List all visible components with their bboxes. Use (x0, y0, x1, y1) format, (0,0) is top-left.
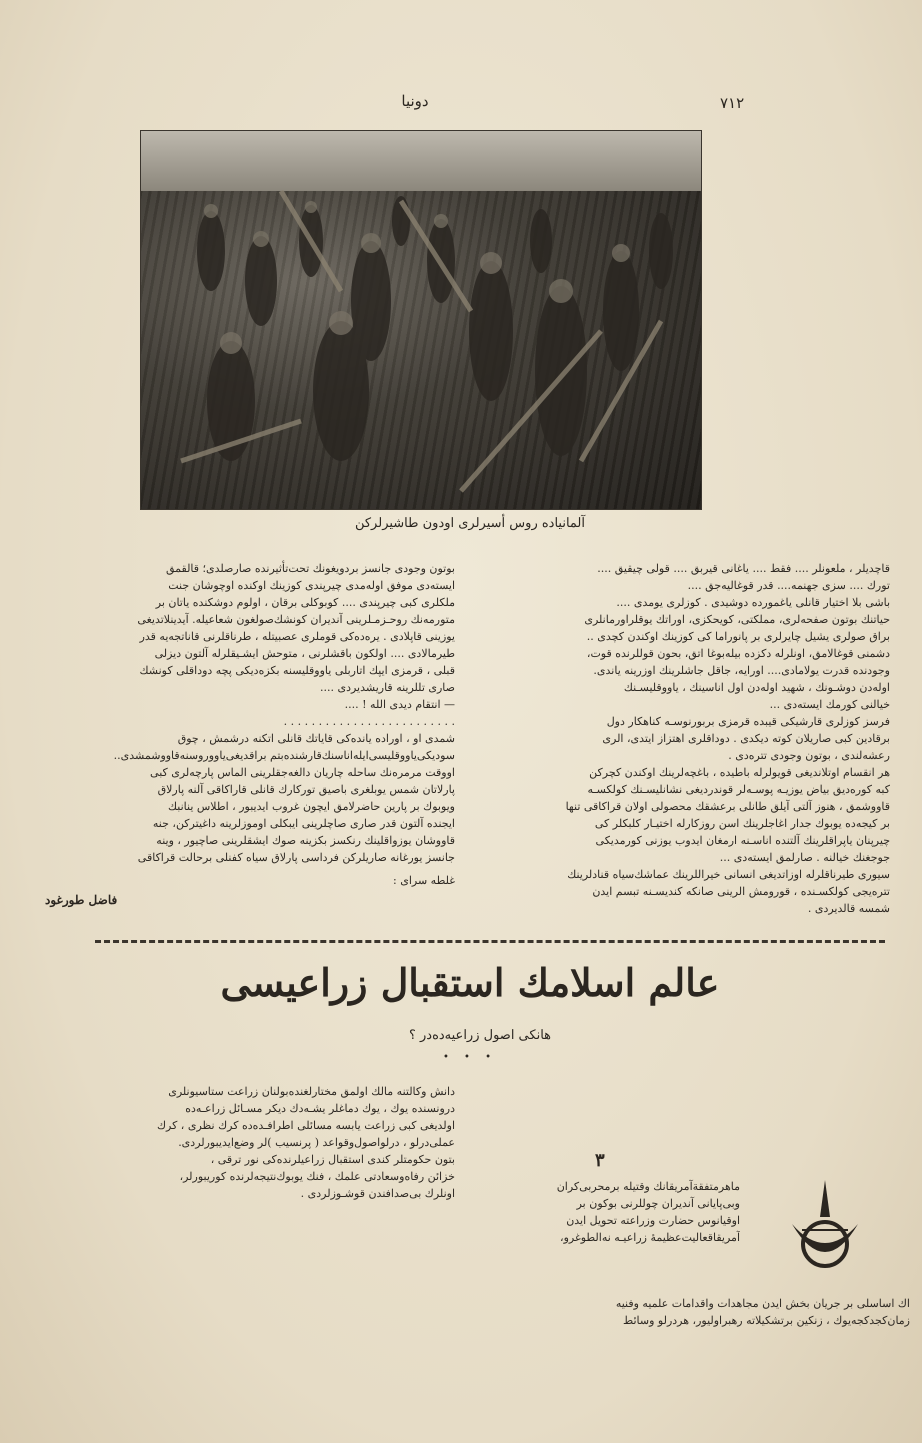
section-divider (95, 940, 885, 943)
paragraph-line: براق صولری یشیل چایرلری بر پانوراما کی کوزینك اوکندن کچدی .. (586, 630, 890, 643)
paragraph-line: بتون حکومتلر کندی استقبال زراعیلرنده‌کی نور ترقی ، (210, 1153, 455, 1166)
paragraph-line: بوتون وجودی جانسز بردویغونك تحت‌تأثیرنده صارصلدی؛ قالقمق (165, 562, 455, 575)
paragraph-line: شمسه قالدیردی . (807, 902, 890, 915)
paragraph-line: چیرپنان یاپراقلرینك آلتنده اناسـنه ارمغان ایدوب یوزنی کورمدیکی (595, 834, 890, 847)
paragraph-line: بر کیجه‌ده یوبوك جدار اغاجلرینك اسن روزکارله اختیـار کلبکلر کی (594, 817, 890, 830)
magazine-title: دونیا (401, 92, 429, 110)
paragraph-line: وبی‌پایانی آندیران چوللرنی بوکون بر (576, 1197, 740, 1210)
paragraph-line: تتره‌یجی کولکسـنده ، قورومش الرینی صانکه کندیسـنه تبسم ایدن (592, 885, 890, 898)
paragraph-line: ماهرمتفقةآمریقانك وقتیله برمحربی‌کران (556, 1180, 740, 1193)
paragraph-line: جانسز یورغانه صاریلرکن فرداسی پارلاق سیاه کفنلی برحالت قراکاقی (137, 851, 455, 864)
paragraph-line: دانش وکالتنه مالك اولمق مختارلغنده‌بولنان زراعت ستاسیونلری (168, 1085, 455, 1098)
paragraph-line: باشی بلا اختیار قانلی یاغمورده دوشیدی . کوزلری یومدی .... (616, 596, 890, 609)
paragraph-line: قاووشمق ، هنوز آلتی آیلق طانلی برعشقك محصولی اولان قراکاقی تنها (565, 800, 890, 813)
paragraph-line: یوزینی قاپلادی . یره‌ده‌کی قوملری عصبیتله ، طرناقلرنی قاناتجه‌یه قدر (139, 630, 455, 643)
section-title: عالم اسلامك استقبال زراعیسی (220, 960, 720, 1005)
paragraph-line: اوله‌دن دوشـونك ، شهید اوله‌دن اول اناسینك ، یاووقلیسـنك (623, 681, 890, 694)
paragraph-line: اووقت مرمره‌نك ساحله چاریان دالغه‌جقلرینی الماس پارچه‌لری کبی (150, 766, 455, 779)
paragraph-line: سیوری طیرناقلرله اوزاتدیغی انسانی خیراللرینك عماشك‌سیاه قنادلرینك (567, 868, 890, 881)
paragraph-line: هر انقسام اوتلاندیغی قویولرله باطیده ، باغچه‌لرینك اوکندن کچرکن (589, 766, 890, 779)
paragraph-line: پارلاتان شمس یوبلغری باصیق تورکارك قانلی قاراکاقی آلنه پارلاق (157, 783, 455, 796)
paragraph-line: شمدی او ، اوراده یانده‌کی قایاتك قانلی اتکنه درشمش ، چوق (177, 732, 455, 745)
article-number: ۳ (595, 1150, 605, 1171)
paragraph-line: خیالنی کورمك ایسته‌دی ... (769, 698, 890, 711)
paragraph-line: اونلرك بی‌صدافندن قوشـوزلردی . (300, 1187, 455, 1200)
paragraph-line: کبه کوره‌دیق بیاض یوزیـه پوسـه‌لر قوندردیغی نشانلیسـنك کولکسـه (587, 783, 890, 796)
paragraph-line: فرسز کوزلری قارشیکی قیبده قرمزی بربورنوسـه کناهکار دول (606, 715, 890, 728)
paragraph-line: قاچدیلر ، ملعونلر .... فقط .... یاغانی قیربق .... قولی چیقیق .... (597, 562, 890, 575)
paragraph-line: تورك .... سزی جهنمه.... قدر قوغالیه‌جق .... (687, 579, 890, 592)
paragraph-line: عملی‌درلو ، درلواصول‌وقواعد ( پرنسیب )لر وضع‌ایدیبورلردی. (178, 1136, 455, 1149)
article-column-left (35, 560, 455, 865)
photo-prisoners-carrying-wood (140, 130, 702, 510)
paragraph-line: اك اساسلی بر جریان بخش ایدن مجاهدات واقدامات علمیه وفنیه (615, 1297, 910, 1310)
paragraph-line: طیرمالادی .... اولکون باقشلرنی ، متوحش ایشـیقلرله آلتون دیزلی (154, 647, 455, 660)
paragraph-line: سودیکی‌یاووقلیسی‌ایله‌اناسنك‌قارشنده‌بتم براقدیغی‌یاووروسنه‌قاووشمشدی.. (113, 749, 455, 762)
paragraph-line: وجودنده قدرت یولامادی.... اورایه، جاقل جاشلرینك اوزرینه یاندی. (593, 664, 890, 677)
paragraph-line: قبلی ، قرمزی ایپك اتاربلی یاووقلیسنه بکزه‌دیکی پچه دوداقلی کونشك (139, 664, 455, 677)
paragraph-line: برقادین کبی صاریلان کوته دیکدی . دوداقلری اهتزاز ایتدی، الری (602, 732, 890, 745)
paragraph-line: آمریقاقعالیت‌عظیمهٔ زراعیـه‌ نه‌الطوغرو، (560, 1231, 740, 1244)
lower-column-bottom (440, 1295, 910, 1345)
paragraph-line: حیاتنك بوتون صفحه‌لری، مملکتی، کویحکزی، اوراتك یوقلراورمانلری (584, 613, 890, 626)
paragraph-line: ویوبوك بر پارین حاضرلامق ایچون غروب ایدیبور ، اطلاس ینانبك (168, 800, 455, 813)
paragraph-line: ایجنده آلتون قدر صاری صاچلرینی ایبکلی اوموزلرینه داغیترکن، جنه (152, 817, 455, 830)
dotted-separator: . . . . . . . . . . . . . . . . . . . . . . . . . (283, 715, 455, 728)
paragraph-line: زمان‌کجدکجه‌یوك ، زنکین برتشکیلاته رهبراولیور، هردرلو وسائط (623, 1314, 910, 1327)
paragraph-line: قاووشان یوزواقلینك رنکسز بکزینه صوك ایشقلرینی صاچیور ، وینه (156, 834, 455, 847)
paragraph-line: خزائن رفاه‌وسعادتی علمك ، فنك یوبوك‌نتیجه‌لرنده کوریبورلر، (179, 1170, 455, 1183)
article-column-right (470, 560, 890, 920)
paragraph-line: رعشه‌لندی ، بوتون وجودی تتره‌دی . (728, 749, 890, 762)
lower-column-right (440, 1178, 740, 1288)
paragraph-line: اولدیغی کبی زراعت یابسه مسائلی اطرافـده‌ده کرك نظری ، کرك (156, 1119, 455, 1132)
ornament: • • • (442, 1052, 498, 1063)
page-number: ۷۱۲ (720, 94, 745, 112)
photo-caption: آلمانیاده روس أسیرلری اودون طاشیرلرکن (354, 516, 586, 531)
author-signature: فاضل طورغود (45, 893, 118, 907)
paragraph-line: دشمنی قوغالامق، اونلرله دکزده بیله‌بوغا اتق، بحون قوللرنده قوت، (586, 647, 890, 660)
location-dateline: غلطه سرای : (393, 874, 455, 887)
paragraph-line: درونسنده یوك ، یوك دماغلر یشـه‌دك دیکر مسـائل زراعـه‌ده (185, 1102, 455, 1115)
paragraph-line: ملکلری کبی چیرپندی .... کوبوکلی برقان ، اولوم دوشکنده یاتان بر (155, 596, 455, 609)
paragraph-line: اوقیانوس حضارت وزراعته تحویل ایدن (566, 1214, 740, 1227)
paragraph-line: متورمه‌نك روحـزمـلرینی آندیران کونشك‌صولغون شعاعیله. آیدینلاتدیغی (137, 613, 455, 626)
crescent-emblem-icon (780, 1172, 870, 1282)
section-subtitle: هانکی اصول زراعیه‌ده‌در ؟ (408, 1028, 552, 1043)
photo-figures (141, 131, 701, 509)
paragraph-line: جوجغنك خیالنه . صارلمق ایسته‌دی ... (719, 851, 890, 864)
paragraph-line: ایسته‌دی موفق اوله‌مدی چیرپندی کوزینك اوکنده اوچوشان جنت (168, 579, 455, 592)
lower-column-left (35, 1083, 455, 1283)
paragraph-line: صاری تللرینه قاریشدیردی .... (320, 681, 455, 694)
paragraph-line: — انتقام دیدی الله ! .... (344, 698, 455, 711)
